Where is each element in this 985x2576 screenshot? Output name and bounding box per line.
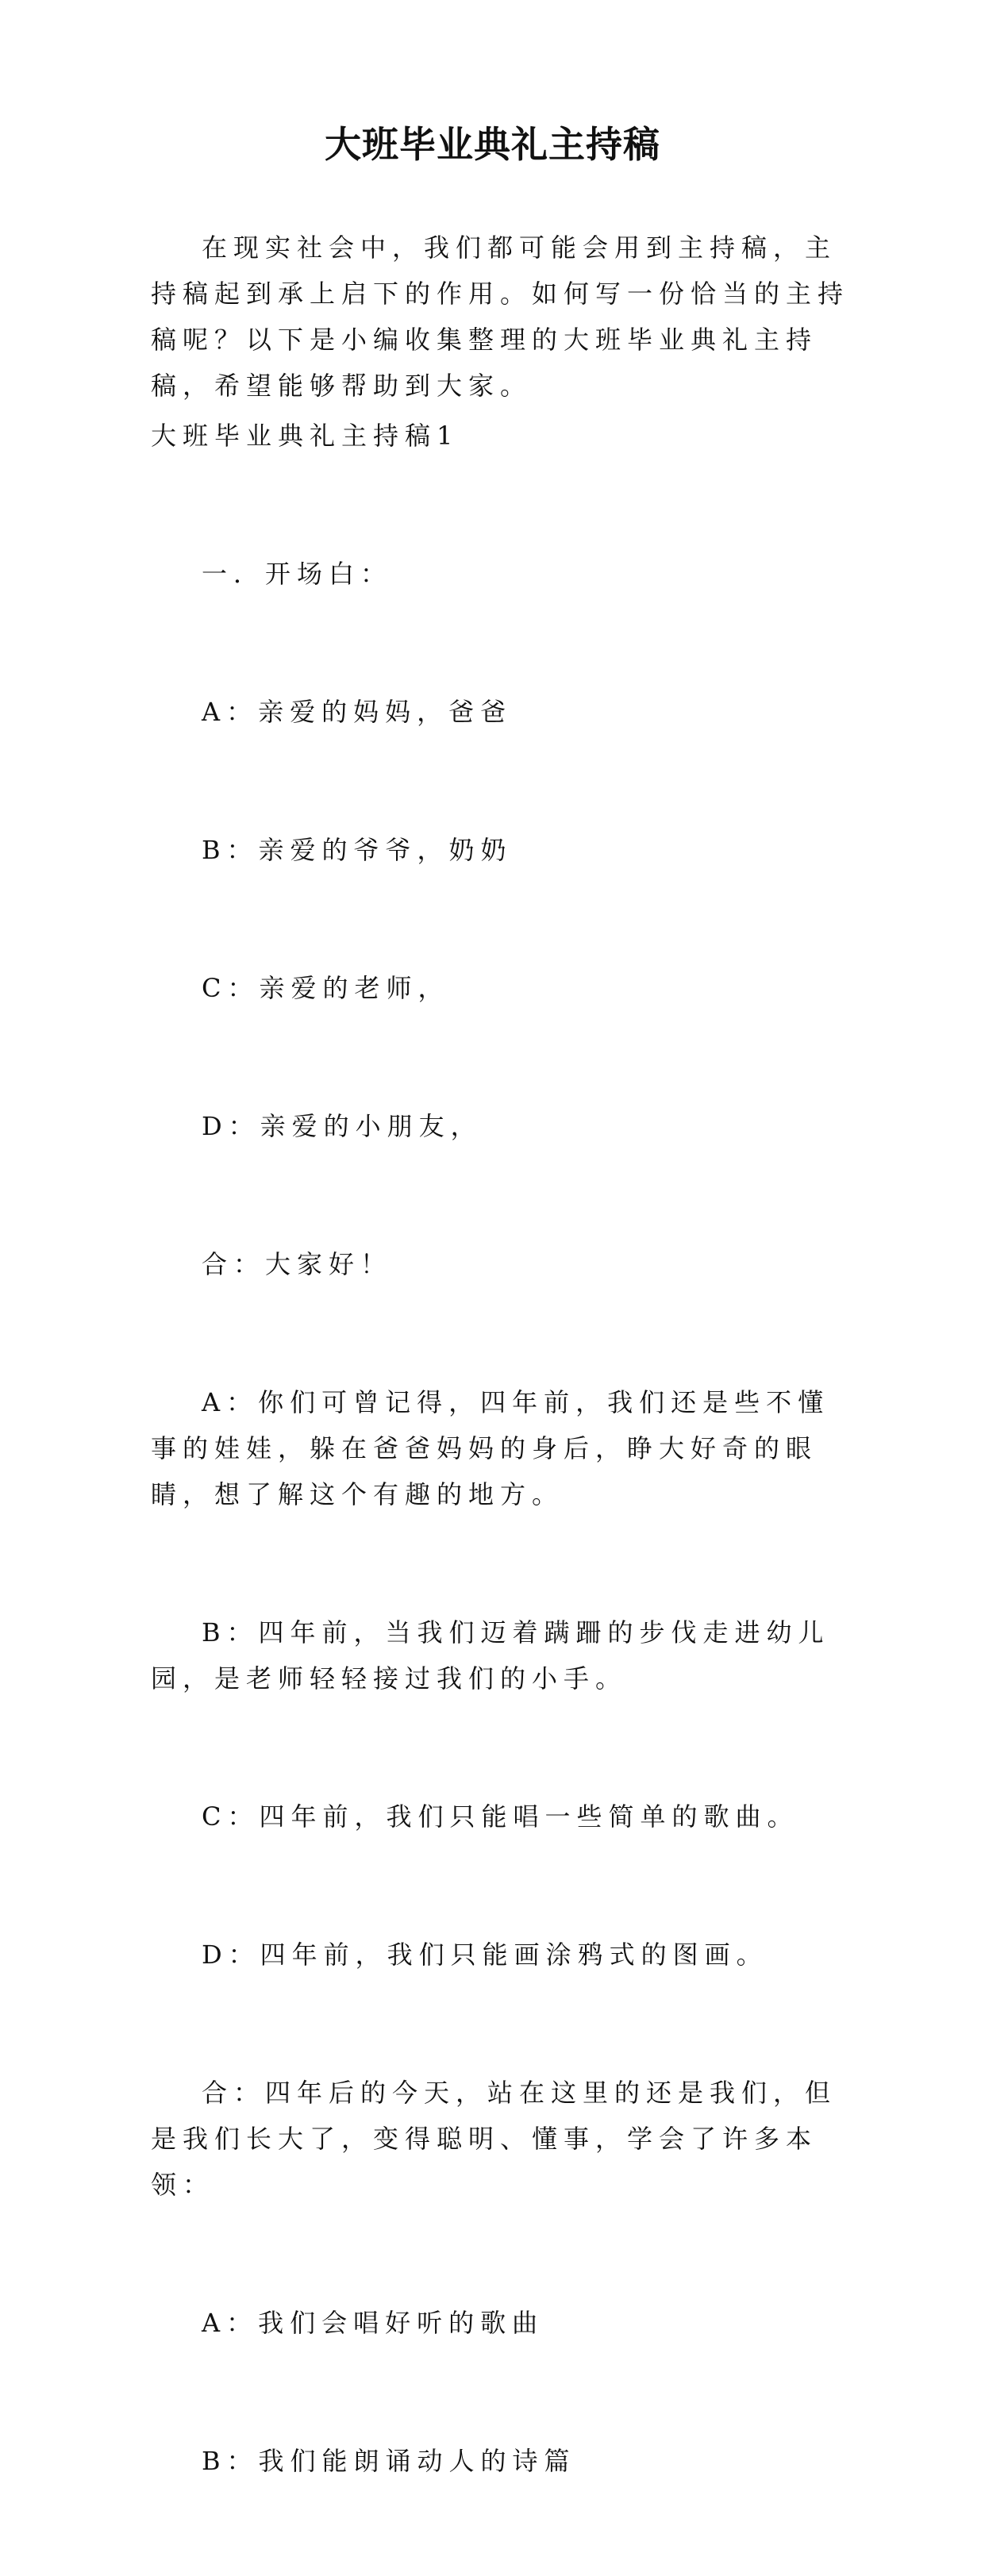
dialogue-section [151, 459, 849, 2576]
paragraph: C：四年前，我们只能唱一些简单的歌曲。 [202, 1801, 799, 1832]
paragraph: 一．开场白： [202, 559, 393, 589]
paragraph: B：我们能朗诵动人的诗篇 [202, 2446, 576, 2476]
paragraph: 合：四年后的今天，站在这里的还是我们，但是我们长大了，变得聪明、懂事，学会了许多本领： [151, 2078, 837, 2200]
paragraph: B：亲爱的爷爷，奶奶 [202, 835, 513, 865]
section-heading: 大班毕业典礼主持稿1 [151, 421, 460, 451]
intro-paragraph: 在现实社会中，我们都可能会用到主持稿，主持稿起到承上启下的作用。如何写一份恰当的主持稿呢？以下是小编收集整理的大班毕业典礼主持稿，希望能够帮助到大家。 [151, 233, 850, 401]
paragraph: D：四年前，我们只能画涂鸦式的图画。 [202, 1940, 768, 1970]
paragraph: A：我们会唱好听的歌曲 [202, 2308, 544, 2338]
paragraph: D：亲爱的小朋友， [202, 1111, 483, 1141]
paragraph: 合：大家好！ [202, 1249, 393, 1279]
document-title: 大班毕业典礼主持稿 [325, 123, 660, 166]
paragraph: B：四年前，当我们迈着蹒跚的步伐走进幼儿园，是老师轻轻接过我们的小手。 [151, 1617, 830, 1694]
paragraph: A：你们可曾记得，四年前，我们还是些不懂事的娃娃，躲在爸爸妈妈的身后，睁大好奇的眼睛，想了解这个有趣的地方。 [151, 1387, 830, 1509]
paragraph: C：亲爱的老师， [202, 973, 450, 1003]
paragraph: A：亲爱的妈妈，爸爸 [202, 697, 513, 727]
